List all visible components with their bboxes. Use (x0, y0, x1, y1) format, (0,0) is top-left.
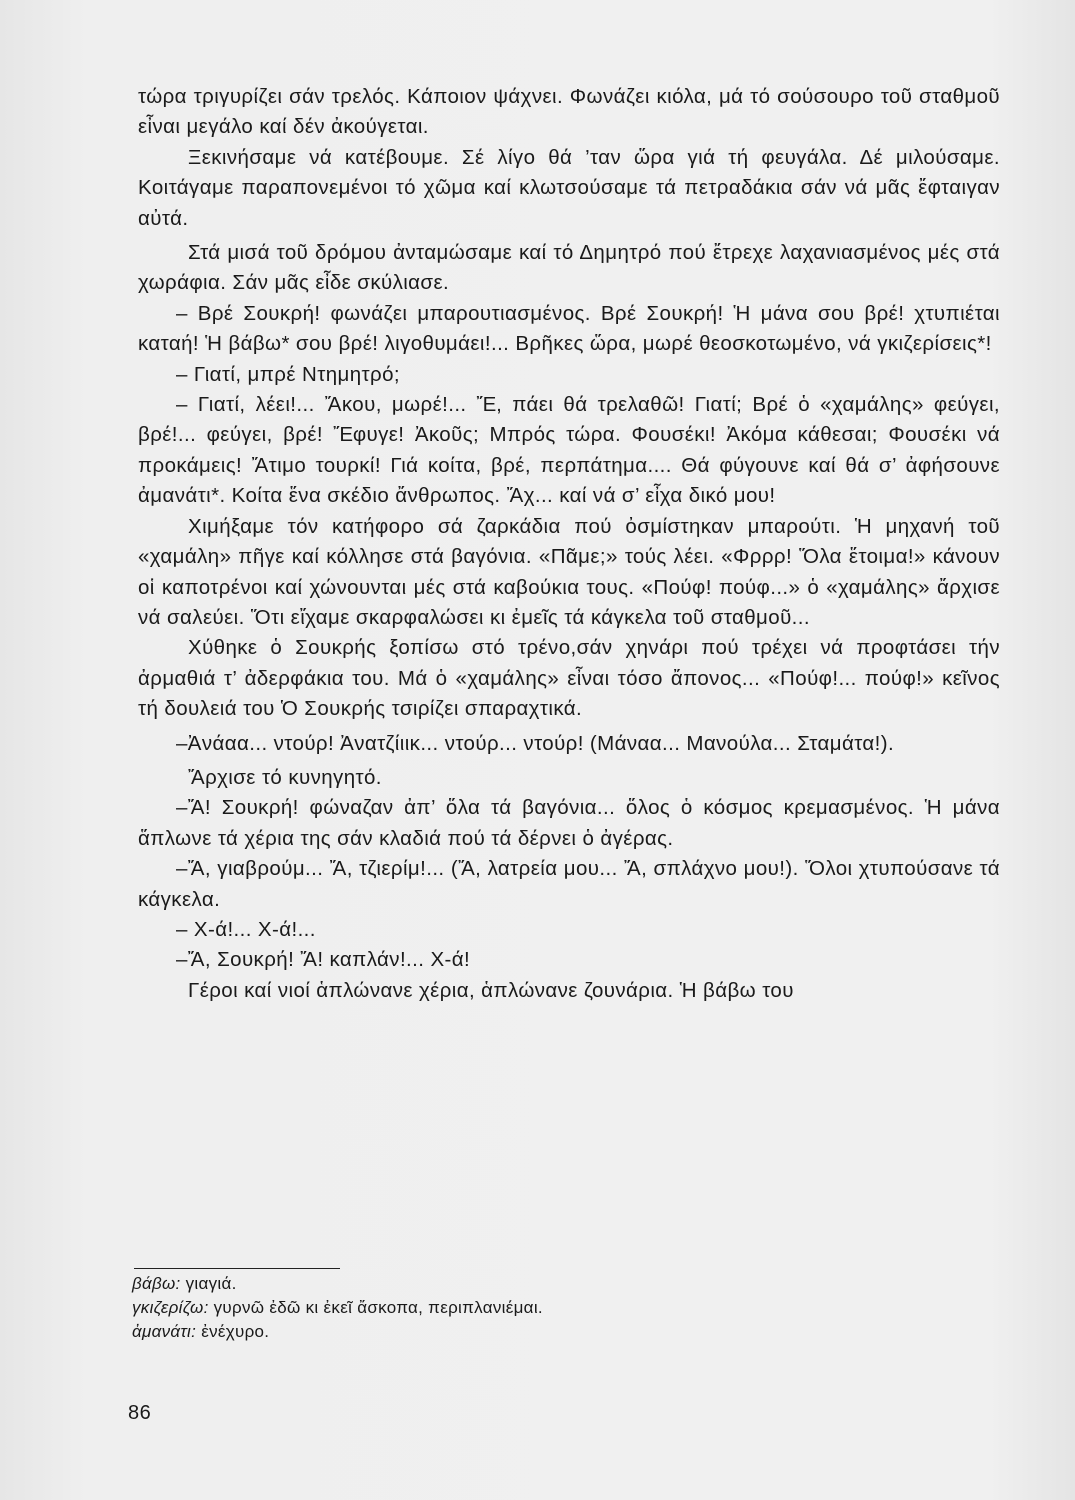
paragraph-7: Χιμήξαμε τόν κατήφορο σά ζαρκάδια πού ὀσμίστηκαν μπαρούτι. Ἡ μηχανή τοῦ «χαμάλη» πῆγε καί κόλλησε στά βαγόνια. «Πᾶμε;» τούς λέει. «Φρρρ! Ὅλα ἕτοιμα!» κάνουν οἱ καποτρένοι καί χώνουνται μές στά καβούκια τους. «Πούφ! πούφ...» ὁ «χαμάλης» ἄρχισε νά σαλεύει. Ὅτι εἴχαμε σκαρφαλώσει κι ἐμεῖς τά κάγκελα τοῦ σταθμοῦ... (138, 514, 1000, 629)
paragraph-6: – Γιατί, λέει!... Ἄκου, μωρέ!... Ἔ, πάει θά τρελαθῶ! Γιατί; Βρέ ὁ «χαμάλης» φεύγει, βρέ!... φεύγει, βρέ! Ἔφυγε! Ἀκοῦς; Μπρός τώρα. Φουσέκι! Ἀκόμα κάθεσαι; Φουσέκι νά προκάμεις! Ἄτιμο τουρκί! Γιά κοίτα, βρέ, περπάτημα.... Θά φύγουνε καί θά σ’ ἀφήσουνε ἀμανάτι*. Κοίτα ἕνα σκέδιο ἄνθρωπος. Ἄχ... καί νά σ’ εἶχα δικό μου! (138, 393, 1000, 508)
footnote-term: ἀμανάτι: (132, 1322, 197, 1341)
footnote-definition: γιαγιά. (180, 1274, 237, 1293)
paragraph-4: – Βρέ Σουκρή! φωνάζει μπαρουτιασμένος. Βρέ Σουκρή! Ἡ μάνα σου βρέ! χτυπιέται καταή! Ἡ βάβω* σου βρέ! λιγοθυμάει!... Βρῆκες ὥρα, μωρέ θεοσκοτωμένο, νά γκιζερίσεις*! (138, 301, 1000, 356)
footnote-term: γκιζερίζω: (132, 1298, 209, 1317)
footnote-term: βάβω: (132, 1274, 181, 1293)
paragraph-2: Ξεκινήσαμε νά κατέβουμε. Σέ λίγο θά ’ταν ὥρα γιά τή φευγάλα. Δέ μιλούσαμε. Κοιτάγαμε παραπονεμένοι τό χῶμα καί κλωτσούσαμε τά πετραδάκια σάν νά μᾶς ἔφταιγαν αὐτά. (138, 145, 1000, 230)
paragraph-9: –Ἀνάαα... ντούρ! Ἀνατζίιικ... ντούρ... ντούρ! (Μάναα... Μανούλα... Σταμάτα!). (176, 731, 895, 755)
paragraph-13: – Χ-ά!... Χ-ά!... (176, 917, 316, 941)
paragraph-8: Χύθηκε ὁ Σουκρής ξοπίσω στό τρένο,σάν χηνάρι πού τρέχει νά προφτάσει τήν ἀρμαθιά τ’ ἀδερφάκια του. Μά ὁ «χαμάλης» εἶναι τόσο ἄπονος... «Πούφ!... πούφ!» κεῖνος τή δουλειά του Ὁ Σουκρής τσιρίζει σπαραχτικά. (138, 636, 1000, 721)
paragraph-5: – Γιατί, μπρέ Ντημητρό; (176, 362, 400, 386)
footnote-divider (134, 1268, 340, 1269)
footnote-definition: ἐνέχυρο. (196, 1322, 270, 1341)
paragraph-10: Ἄρχισε τό κυνηγητό. (188, 765, 382, 789)
paragraph-14: –Ἄ, Σουκρή! Ἄ! καπλάν!... Χ-ά! (176, 948, 471, 972)
footnote-2 (132, 1296, 832, 1320)
footnote-3 (132, 1320, 832, 1344)
paragraph-3: Στά μισά τοῦ δρόμου ἀνταμώσαμε καί τό Δημητρό πού ἔτρεχε λαχανιασμένος μές στά χωράφια. Σάν μᾶς εἶδε σκύλιασε. (138, 241, 1000, 295)
paragraph-15: Γέροι καί νιοί ἁπλώνανε χέρια, ἁπλώνανε ζουνάρια. Ἡ βάβω του (188, 978, 794, 1002)
paragraph-1: τώρα τριγυρίζει σάν τρελός. Κάποιον ψάχνει. Φωνάζει κιόλα, μά τό σούσουρο τοῦ σταθμοῦ εἶναι μεγάλο καί δέν ἀκούγεται. (138, 85, 1000, 139)
page-number: 86 (128, 1402, 152, 1424)
footnote-1 (132, 1272, 832, 1296)
main-text (138, 82, 1000, 1006)
paragraph-11: –Ἄ! Σουκρή! φώναζαν ἀπ’ ὅλα τά βαγόνια... ὅλος ὁ κόσμος κρεμασμένος. Ἡ μάνα ἅπλωνε τά χέρια της σάν κλαδιά πού τά δέρνει ὁ ἀγέρας. (138, 796, 1000, 850)
paragraph-12: –Ἄ, γιαβρούμ... Ἄ, τζιερίμ!... (Ἄ, λατρεία μου... Ἄ, σπλάχνο μου!). Ὅλοι χτυπούσανε τά κάγκελα. (138, 857, 1000, 911)
footnotes (132, 1272, 832, 1344)
footnote-definition: γυρνῶ ἐδῶ κι ἐκεῖ ἄσκοπα, περιπλανιέμαι. (208, 1298, 543, 1317)
